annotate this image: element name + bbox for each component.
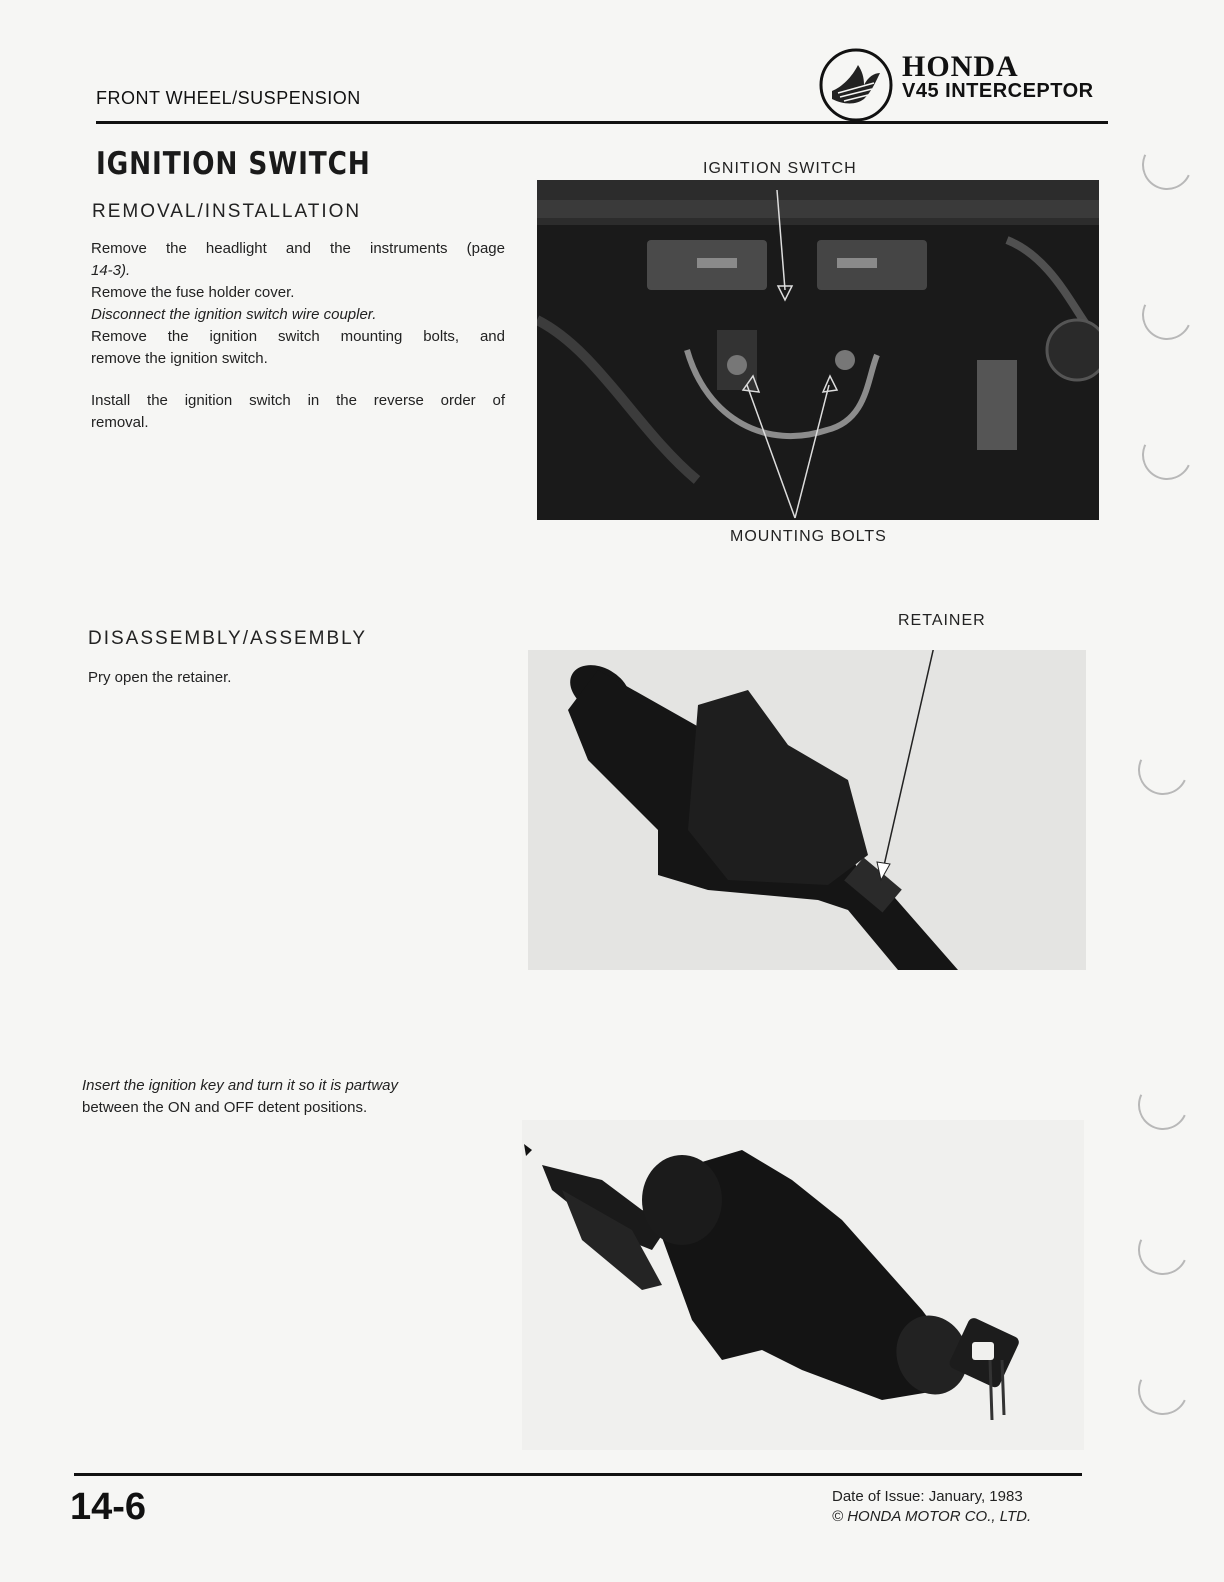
binder-hole [1131,1073,1195,1137]
key-step-line-2: between the ON and OFF detent positions. [82,1099,368,1116]
page-number: 14-6 [70,1486,147,1528]
key-step-text [82,1075,398,1119]
binder-hole [1131,1358,1195,1422]
retainer-label: RETAINER [898,612,986,629]
removal-line-8: removal. [91,414,149,431]
model-name: V45 INTERCEPTOR [902,80,1094,102]
removal-line-7: Install the ignition switch in the reverse order of [91,392,505,409]
header-rule [96,121,1108,124]
removal-heading: REMOVAL/INSTALLATION [92,201,362,222]
removal-line-5: Remove the ignition switch mounting bolts, and [91,328,505,345]
key-step-line-1: Insert the ignition key and turn it so it is partway [82,1077,398,1094]
brand-name: HONDA [902,50,1019,83]
removal-line-6: remove the ignition switch. [91,350,268,367]
binder-hole [1131,1218,1195,1282]
page-title: IGNITION SWITCH [96,146,371,182]
ignition-switch-photo [537,180,1099,520]
disassembly-heading: DISASSEMBLY/ASSEMBLY [88,628,367,649]
key-inserted-photo [522,1120,1084,1450]
mounting-bolts-label: MOUNTING BOLTS [730,528,887,545]
binder-hole [1135,423,1199,487]
ignition-switch-label: IGNITION SWITCH [703,160,857,177]
binder-hole [1131,738,1195,802]
footer-rule [74,1473,1082,1476]
honda-wing-logo [818,47,894,123]
binder-hole [1135,133,1199,197]
section-header: FRONT WHEEL/SUSPENSION [96,88,361,108]
issue-date: Date of Issue: January, 1983 [832,1488,1023,1505]
removal-line-3: Remove the fuse holder cover. [91,284,295,301]
removal-text [91,238,505,434]
binder-hole [1135,283,1199,347]
copyright: © HONDA MOTOR CO., LTD. [832,1508,1032,1525]
disassembly-text: Pry open the retainer. [88,669,232,686]
removal-line-2: 14-3). [91,262,131,279]
removal-line-1: Remove the headlight and the instruments (page [91,240,505,257]
retainer-photo [528,650,1086,970]
removal-line-4: Disconnect the ignition switch wire coupler. [91,306,377,323]
